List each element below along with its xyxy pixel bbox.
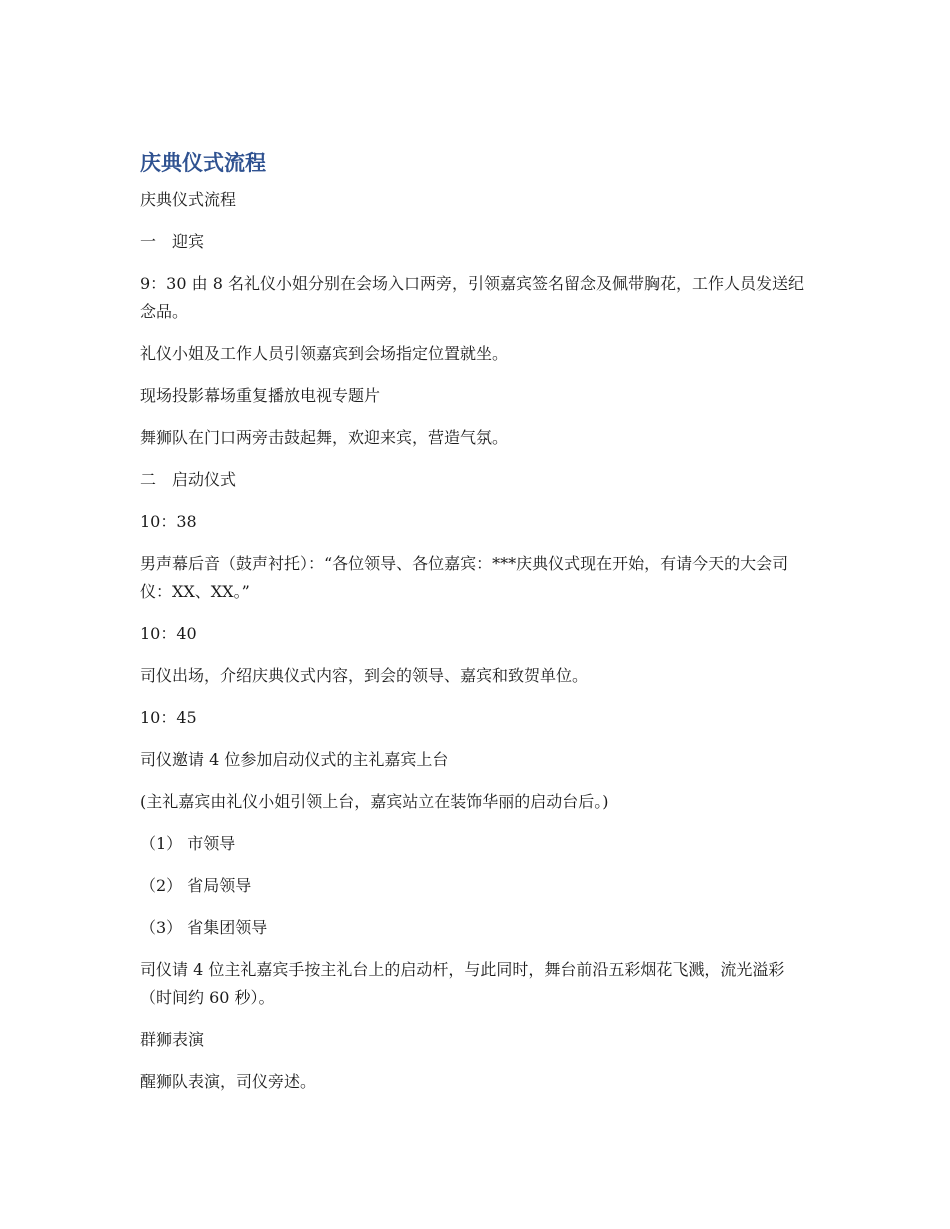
time-label: 10：45	[140, 708, 197, 727]
document-page	[140, 146, 810, 1110]
paragraph: 舞狮队在门口两旁击鼓起舞，欢迎来宾，营造气氛。	[140, 428, 509, 447]
document-title: 庆典仪式流程	[140, 151, 266, 175]
paragraph: 9：30 由 8 名礼仪小姐分别在会场入口两旁，引领嘉宾签名留念及佩带胸花，工作人员发送纪念品。	[140, 274, 804, 321]
time-label: 10：38	[140, 512, 197, 531]
time-label: 10：40	[140, 624, 197, 643]
paragraph: 司仪请 4 位主礼嘉宾手按主礼台上的启动杆，与此同时，舞台前沿五彩烟花飞溅，流光溢彩（时间约 60 秒）。	[140, 960, 785, 1007]
list-item: （3） 省集团领导	[140, 918, 268, 937]
section-heading: 二 启动仪式	[140, 470, 237, 489]
paragraph: 庆典仪式流程	[140, 190, 237, 209]
paragraph: 司仪邀请 4 位参加启动仪式的主礼嘉宾上台	[140, 750, 449, 769]
paragraph: 礼仪小姐及工作人员引领嘉宾到会场指定位置就坐。	[140, 344, 509, 363]
paragraph: 司仪出场，介绍庆典仪式内容，到会的领导、嘉宾和致贺单位。	[140, 666, 589, 685]
paragraph: 醒狮队表演，司仪旁述。	[140, 1072, 317, 1091]
paragraph: 群狮表演	[140, 1030, 205, 1049]
paragraph: (主礼嘉宾由礼仪小姐引领上台，嘉宾站立在装饰华丽的启动台后。)	[140, 792, 609, 811]
list-item: （1） 市领导	[140, 834, 236, 853]
paragraph: 现场投影幕场重复播放电视专题片	[140, 386, 381, 405]
section-heading: 一 迎宾	[140, 232, 205, 251]
paragraph: 男声幕后音（鼓声衬托）：“各位领导、各位嘉宾：***庆典仪式现在开始，有请今天的大会司仪：XX、XX。”	[140, 554, 789, 601]
list-item: （2） 省局领导	[140, 876, 252, 895]
